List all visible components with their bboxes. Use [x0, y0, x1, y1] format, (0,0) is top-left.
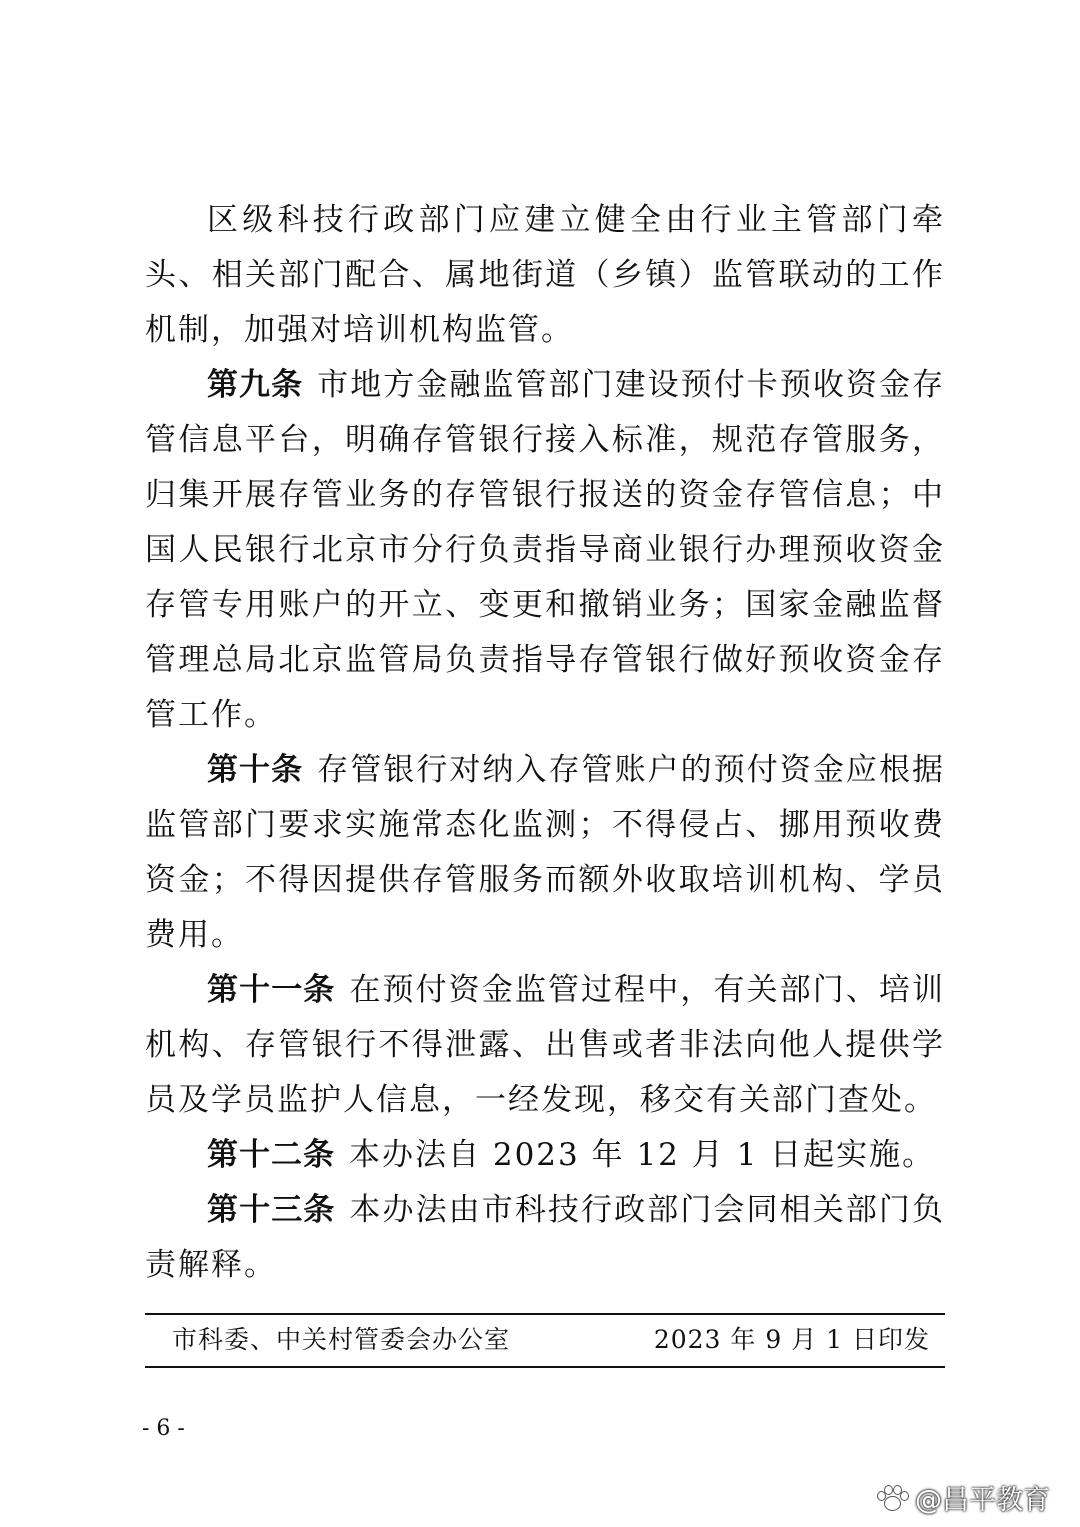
issuer-name: 市科委、中关村管委会办公室 — [172, 1325, 511, 1354]
footer-bottom-rule — [145, 1366, 945, 1368]
watermark-text: @昌平教育 — [915, 1485, 1050, 1516]
article-text: 本办法由市科技行政部门会同相关部门负责解释。 — [145, 1192, 946, 1283]
issue-date: 2023 年 9 月 1 日印发 — [653, 1325, 930, 1354]
page-number: - 6 - — [142, 1416, 185, 1441]
article-text: 本办法自 2023 年 12 月 1 日起实施。 — [349, 1137, 936, 1173]
article-text: 存管银行对纳入存管账户的预付资金应根据监管部门要求实施常态化监测；不得侵占、挪用预收费资金；不得因提供存管服务而额外收取培训机构、学员费用。 — [145, 752, 946, 953]
footer-top-rule — [145, 1313, 945, 1315]
paw-icon — [875, 1483, 909, 1513]
watermark — [875, 1478, 1050, 1517]
article-text: 市地方金融监管部门建设预付卡预收资金存管信息平台，明确存管银行接入标准，规范存管服务，归集开展存管业务的存管银行报送的资金存管信息；中国人民银行北京市分行负责指导商业银行办理预收资金存管专用账户的开立、变更和撤销业务；国家金融监督管理总局北京监管局负责指导存管银行做好预收资金存管工作。 — [145, 367, 946, 733]
article-number: 第十三条 — [207, 1192, 336, 1228]
article-number: 第十二条 — [207, 1137, 335, 1173]
article-10 — [145, 743, 945, 963]
article-number: 第十一条 — [207, 972, 336, 1008]
article-9 — [145, 358, 945, 743]
paragraph-text: 区级科技行政部门应建立健全由行业主管部门牵头、相关部门配合、属地街道（乡镇）监管联动的工作机制，加强对培训机构监管。 — [145, 202, 945, 348]
paragraph-intro — [145, 193, 945, 358]
article-number: 第九条 — [207, 367, 304, 403]
article-11 — [145, 963, 945, 1128]
article-13 — [145, 1183, 945, 1293]
article-text: 在预付资金监管过程中，有关部门、培训机构、存管银行不得泄露、出售或者非法向他人提供学员及学员监护人信息，一经发现，移交有关部门查处。 — [145, 972, 946, 1118]
article-12 — [145, 1128, 945, 1183]
article-number: 第十条 — [207, 752, 304, 788]
document-body — [145, 193, 945, 1293]
